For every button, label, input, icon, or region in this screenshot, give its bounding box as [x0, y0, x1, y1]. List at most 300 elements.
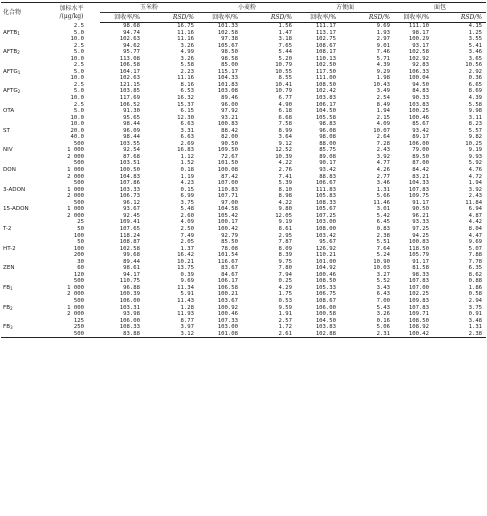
rsd-cell: 3.48: [468, 317, 483, 324]
matrix-header-bread: 面包: [394, 3, 486, 13]
recovery-cell: 85.67: [412, 121, 430, 128]
recovery-cell: 98.08: [319, 134, 337, 141]
spike-level-cell: 30: [77, 258, 84, 265]
rsd-cell: 7.46: [376, 49, 391, 56]
recovery-cell: 96.21: [412, 212, 430, 219]
recovery-cell: 98.50: [221, 49, 239, 56]
recovery-cell: 93.98: [123, 311, 140, 318]
rsd-cell: 1.52: [180, 160, 195, 167]
rsd-cell: 4.22: [278, 199, 293, 206]
spike-level-cell: 500: [73, 278, 84, 285]
matrix-header-wheat-flour: 小麦粉: [198, 3, 296, 13]
rsd-cell: 10.21: [177, 258, 195, 265]
rsd-cell: 4.09: [180, 219, 195, 226]
rsd-cell: 3.64: [278, 134, 293, 141]
recovery-cell: 91.17: [412, 258, 430, 265]
rsd-cell: 13.75: [177, 265, 195, 272]
rsd-cell: 3.46: [376, 180, 391, 187]
recovery-cell: 104.50: [315, 317, 337, 324]
recovery-cell: 91.17: [412, 199, 430, 206]
rsd-cell: 5.51: [376, 239, 391, 246]
analyte-subscript: 2: [10, 305, 13, 311]
rsd-cell: 0.83: [376, 225, 391, 232]
spike-level-cell: 5.0: [73, 108, 84, 115]
spike-level-cell: 10.0: [70, 114, 84, 121]
recovery-cell: 92.45: [123, 212, 140, 219]
rsd-cell: 5.20: [278, 55, 293, 62]
recovery-cell: 100.83: [217, 121, 239, 128]
recovery-cell: 101.08: [198, 331, 250, 338]
rsd-cell: 2.57: [278, 317, 293, 324]
rsd-cell: 8.61: [278, 225, 293, 232]
spike-level-label: 加标水平: [59, 4, 84, 12]
rsd-cell: 3.26: [180, 42, 195, 49]
spike-level-cell: 250: [73, 324, 84, 331]
rsd-cell: 16.75: [177, 23, 195, 29]
matrix-header-corn-flour: 玉米粉: [100, 3, 198, 13]
recovery-cell: 108.50: [408, 317, 430, 324]
analyte-name: FB: [3, 284, 11, 291]
rsd-cell: 1.86: [468, 284, 483, 291]
rsd-cell: 2.64: [376, 134, 391, 141]
recovery-cell: 95.67: [319, 239, 337, 246]
recovery-cell: 106.00: [119, 297, 140, 304]
rsd-cell: 11.43: [177, 297, 195, 304]
rsd-cell: 4.72: [468, 173, 483, 180]
rsd-cell: 2.77: [376, 173, 391, 180]
recovery-cell: 107.00: [217, 180, 239, 187]
recovery-cell: 98.61: [123, 265, 140, 272]
rsd-cell: 16.83: [177, 147, 195, 154]
spike-level-cell: 10.0: [70, 95, 84, 102]
recovery-cell: 103.00: [217, 324, 239, 331]
rsd-cell: 6.68: [278, 114, 293, 121]
spike-level-cell: 50: [77, 239, 84, 246]
spike-level-cell: 2.5: [73, 62, 84, 69]
spike-level-cell: 500: [73, 160, 84, 167]
recovery-cell: 103.85: [119, 88, 140, 95]
recovery-cell: 89.17: [412, 134, 430, 141]
recovery-cell: 96.88: [123, 284, 140, 291]
rsd-cell: 5.41: [468, 42, 483, 49]
recovery-cell: 103.33: [119, 186, 140, 193]
recovery-cell: 102.25: [408, 291, 430, 298]
rsd-cell: 5.57: [468, 127, 483, 134]
rsd-cell: 0.25: [278, 278, 293, 285]
recovery-cell: 101.54: [217, 252, 239, 259]
spike-level-cell: 2 000: [67, 173, 84, 180]
recovery-cell: 85.75: [319, 147, 337, 154]
recovery-cell: 108.33: [315, 199, 337, 206]
recovery-cell: 96.12: [123, 199, 140, 206]
rsd-cell: 8.55: [278, 75, 293, 82]
recovery-cell: 87.00: [412, 160, 430, 167]
recovery-table: [1, 2, 486, 338]
spike-level-cell: 5.0: [73, 49, 84, 56]
recovery-cell: 116.67: [217, 258, 239, 265]
recovery-cell: 93.42: [319, 167, 337, 174]
rsd-cell: 9.19: [468, 147, 483, 154]
rsd-cell: 2.15: [376, 114, 391, 121]
recovery-cell: 103.83: [315, 324, 337, 331]
rsd-cell: 5.66: [376, 193, 391, 200]
recovery-cell: 97.00: [221, 199, 239, 206]
recovery-cell: 101.33: [217, 23, 239, 29]
spike-level-cell: 20.0: [70, 127, 84, 134]
rsd-cell: 5.24: [376, 252, 391, 259]
rsd-cell: 9.93: [468, 153, 483, 160]
rsd-cell: 10.43: [373, 81, 391, 88]
rsd-cell: 4.99: [180, 49, 195, 56]
rsd-cell: 16.42: [177, 252, 195, 259]
recovery-cell: 83.88: [100, 331, 152, 338]
recovery-cell: 93.42: [412, 127, 430, 134]
rsd-cell: 4.90: [278, 101, 293, 108]
recovery-cell: 104.92: [315, 265, 337, 272]
rsd-cell: 5.48: [180, 206, 195, 213]
rsd-cell: 3.31: [180, 127, 195, 134]
recovery-cell: 90.50: [221, 140, 239, 147]
rsd-cell: 1.19: [180, 173, 195, 180]
rsd-cell: 7.94: [278, 271, 293, 278]
recovery-cell: 100.83: [408, 239, 430, 246]
recovery-cell: 83.21: [412, 173, 430, 180]
recovery-cell: 118.24: [119, 232, 140, 239]
analyte-subscript: 1: [10, 285, 13, 291]
recovery-cell: 107.33: [217, 317, 239, 324]
analyte-name: ST: [3, 127, 10, 134]
rsd-cell: 2.92: [468, 68, 483, 75]
recovery-cell: 102.92: [408, 55, 430, 62]
rsd-cell: 1.75: [278, 291, 293, 298]
rsd-cell: 2.94: [468, 297, 483, 304]
recovery-cell: 103.83: [408, 101, 430, 108]
rsd-cell: 6.35: [468, 265, 483, 272]
recovery-cell: 97.25: [412, 225, 430, 232]
recovery-cell: 108.67: [315, 297, 337, 304]
recovery-cell: 111.83: [315, 186, 337, 193]
rsd-cell: 6.77: [278, 95, 293, 102]
rsd-cell: 5.58: [180, 62, 195, 69]
recovery-cell: 117.50: [315, 68, 337, 75]
rsd-cell: 11.34: [177, 284, 195, 291]
rsd-cell: 2.43: [376, 147, 391, 154]
recovery-cell: 106.00: [119, 317, 140, 324]
recovery-cell: 98.33: [412, 271, 430, 278]
rsd-cell: 2.05: [180, 239, 195, 246]
recovery-cell: 100.21: [217, 291, 239, 298]
recovery-cell: 100.17: [217, 219, 239, 226]
spike-level-header: [43, 3, 100, 23]
recovery-cell: 106.33: [408, 68, 430, 75]
spike-level-cell: 5.0: [73, 29, 84, 36]
spike-level-cell: 500: [73, 140, 84, 147]
recovery-cell: 106.73: [119, 193, 140, 200]
rsd-cell: 1.12: [180, 153, 195, 160]
recovery-cell: 84.83: [412, 88, 430, 95]
recovery-cell: 95.77: [123, 49, 140, 56]
recovery-cell: 100.58: [315, 311, 337, 318]
recovery-cell: 78.08: [221, 245, 239, 252]
rsd-cell: 7.65: [278, 42, 293, 49]
rsd-cell: 3.75: [180, 199, 195, 206]
rsd-cell: 9.69: [180, 278, 195, 285]
rsd-cell: 7.58: [278, 121, 293, 128]
recovery-cell: 98.68: [123, 23, 140, 29]
recovery-cell: 94.50: [412, 81, 430, 88]
recovery-cell: 103.83: [315, 95, 337, 102]
analyte-name: T-2: [3, 225, 12, 232]
rsd-cell: 0.53: [278, 297, 293, 304]
rsd-cell: 5.43: [376, 304, 391, 311]
rsd-cell: 10.90: [373, 258, 391, 265]
recovery-cell: 106.58: [217, 284, 239, 291]
recovery-cell: 108.67: [315, 42, 337, 49]
rsd-cell: 5.91: [180, 291, 195, 298]
rsd-cell: 4.87: [468, 212, 483, 219]
rsd-cell: 8.98: [278, 193, 293, 200]
recovery-cell: 94.25: [412, 232, 430, 239]
recovery-cell: 113.08: [119, 55, 140, 62]
analyte-name: AFTB: [3, 49, 18, 56]
recovery-cell: 83.67: [221, 265, 239, 272]
recovery-cell: 82.00: [221, 134, 239, 141]
recovery-cell: 108.87: [119, 239, 140, 246]
rsd-cell: 3.26: [376, 311, 391, 318]
recovery-cell: 107.65: [119, 225, 140, 232]
recovery-cell: 105.33: [315, 284, 337, 291]
recovery-cell: 96.08: [319, 127, 337, 134]
recovery-cell: 106.00: [408, 140, 430, 147]
rsd-header: RSD/%: [348, 13, 394, 23]
recovery-cell: 91.30: [123, 108, 140, 115]
rsd-cell: 6.63: [180, 121, 195, 128]
recovery-cell: 104.33: [408, 180, 430, 187]
spike-level-cell: 1 000: [67, 284, 84, 291]
recovery-cell: 98.83: [319, 121, 337, 128]
rsd-cell: 9.12: [278, 140, 293, 147]
recovery-cell: 100.29: [408, 36, 430, 43]
recovery-cell: 93.17: [412, 42, 430, 49]
rsd-cell: 5.39: [278, 180, 293, 187]
rsd-cell: 7.87: [278, 239, 293, 246]
recovery-table-container: [1, 2, 486, 338]
recovery-cell: 102.50: [315, 62, 337, 69]
recovery-cell: 92.79: [221, 232, 239, 239]
recovery-cell: 72.67: [221, 153, 239, 160]
spike-level-cell: 500: [73, 199, 84, 206]
rsd-cell: 2.31: [348, 331, 394, 338]
rsd-cell: 2.69: [180, 140, 195, 147]
analyte-name: HT-2: [3, 245, 16, 252]
rsd-cell: 7.80: [278, 265, 293, 272]
recovery-cell: 111.17: [315, 23, 337, 29]
recovery-cell: 117.69: [119, 95, 140, 102]
rsd-cell: 8.62: [468, 271, 483, 278]
rsd-cell: 8.04: [468, 225, 483, 232]
rsd-cell: 2.43: [468, 193, 483, 200]
rsd-cell: 5.92: [468, 160, 483, 167]
rsd-cell: 4.47: [468, 232, 483, 239]
rsd-cell: 12.05: [275, 212, 293, 219]
rsd-cell: 11.84: [465, 199, 483, 206]
spike-level-cell: 500: [73, 297, 84, 304]
recovery-cell: 93.21: [221, 114, 239, 121]
recovery-cell: 109.71: [408, 311, 430, 318]
rsd-cell: 7.00: [376, 297, 391, 304]
recovery-cell: 103.51: [119, 160, 140, 167]
recovery-cell: 96.00: [221, 101, 239, 108]
recovery-cell: 108.33: [119, 324, 140, 331]
rsd-cell: 1.91: [278, 311, 293, 318]
rsd-cell: 7.64: [376, 245, 391, 252]
analyte-name: FB: [3, 304, 11, 311]
rsd-cell: 3.01: [376, 206, 391, 213]
rsd-cell: 4.23: [180, 180, 195, 187]
rsd-cell: 4.26: [376, 167, 391, 174]
rsd-cell: 5.42: [376, 212, 391, 219]
rsd-cell: 3.97: [180, 324, 195, 331]
rsd-cell: 3.92: [468, 186, 483, 193]
rsd-cell: 4.09: [376, 121, 391, 128]
recovery-cell: 100.39: [119, 291, 140, 298]
recovery-cell: 107.86: [119, 180, 140, 187]
rsd-cell: 6.45: [376, 219, 391, 226]
rsd-cell: 7.41: [278, 173, 293, 180]
recovery-cell: 90.33: [412, 95, 430, 102]
recovery-cell: 105.67: [217, 42, 239, 49]
recovery-cell: 100.08: [217, 167, 239, 174]
analyte-name: 3-ADON: [3, 186, 26, 193]
rsd-cell: 9.29: [376, 68, 391, 75]
recovery-cell: 102.42: [315, 88, 337, 95]
rsd-cell: 11.16: [177, 29, 195, 36]
rsd-cell: 10.07: [373, 127, 391, 134]
spike-level-cell: 2.5: [73, 101, 84, 108]
rsd-cell: 7.49: [180, 232, 195, 239]
recovery-cell: 109.41: [119, 219, 140, 226]
recovery-cell: 103.55: [119, 140, 140, 147]
rsd-cell: 8.09: [278, 245, 293, 252]
recovery-cell: 109.50: [217, 147, 239, 154]
recovery-cell: 87.68: [123, 153, 140, 160]
rsd-cell: 4.39: [468, 95, 483, 102]
rsd-cell: 7.88: [468, 252, 483, 259]
rsd-header: RSD/%: [250, 13, 296, 23]
rsd-cell: 8.16: [180, 81, 195, 88]
spike-level-cell: 1 000: [67, 147, 84, 154]
rsd-cell: 5.06: [376, 324, 391, 331]
recovery-cell: 107.83: [408, 304, 430, 311]
recovery-cell: 81.58: [412, 265, 430, 272]
rsd-cell: 10.56: [465, 62, 483, 69]
rsd-cell: 1.93: [376, 29, 391, 36]
rsd-cell: 9.82: [468, 134, 483, 141]
analyte-subscript: 2: [17, 89, 21, 95]
rsd-cell: 1.37: [180, 245, 195, 252]
recovery-header: 回收率/%: [198, 13, 250, 23]
analyte-name: AFTG: [3, 68, 18, 75]
recovery-cell: 106.52: [119, 101, 140, 108]
recovery-cell: 104.17: [119, 68, 140, 75]
rsd-cell: 8.10: [278, 186, 293, 193]
analyte-name: FB: [3, 324, 11, 331]
recovery-cell: 100.46: [315, 271, 337, 278]
rsd-cell: 5.07: [468, 245, 483, 252]
recovery-cell: 106.17: [217, 278, 239, 285]
rsd-cell: 0.91: [468, 311, 483, 318]
spike-level-cell: 2 000: [67, 193, 84, 200]
rsd-cell: 9.98: [468, 108, 483, 115]
rsd-cell: 5.71: [376, 55, 391, 62]
rsd-cell: 2.95: [278, 232, 293, 239]
recovery-cell: 90.50: [412, 206, 430, 213]
recovery-cell: 102.63: [119, 36, 140, 43]
analyte-subscript: 2: [17, 50, 20, 56]
recovery-cell: 108.50: [315, 278, 337, 285]
recovery-cell: 89.50: [412, 153, 430, 160]
rsd-header: RSD/%: [441, 13, 486, 23]
rsd-cell: 3.55: [468, 36, 483, 43]
analyte-name: AFTG: [3, 88, 18, 95]
rsd-cell: 2.23: [180, 68, 195, 75]
recovery-cell: 88.83: [319, 173, 337, 180]
analyte-name: ZEN: [3, 265, 15, 272]
spike-level-cell: 2 000: [67, 153, 84, 160]
rsd-cell: 8.77: [180, 317, 195, 324]
recovery-cell: 100.46: [217, 311, 239, 318]
spike-level-cell: 500: [43, 331, 100, 338]
rsd-cell: 15.37: [177, 101, 195, 108]
rsd-cell: 9.69: [376, 23, 391, 29]
recovery-cell: 100.50: [119, 167, 140, 174]
recovery-cell: 99.68: [123, 252, 140, 259]
recovery-cell: 85.00: [221, 62, 239, 69]
recovery-cell: 109.75: [408, 193, 430, 200]
rsd-cell: 9.19: [278, 219, 293, 226]
rsd-cell: 1.47: [278, 29, 293, 36]
rsd-cell: 2.60: [180, 212, 195, 219]
rsd-cell: 3.49: [376, 88, 391, 95]
analyte-header: 化合物: [1, 3, 43, 23]
rsd-cell: 10.39: [275, 153, 293, 160]
table-row: [1, 23, 486, 30]
recovery-cell: 111.10: [408, 23, 430, 29]
recovery-header: 回收率/%: [100, 13, 152, 23]
rsd-cell: 8.69: [468, 88, 483, 95]
analyte-name: DON: [3, 167, 16, 174]
rsd-cell: 2.38: [441, 331, 486, 338]
rsd-cell: 12.30: [177, 114, 195, 121]
rsd-cell: 4.22: [278, 160, 293, 167]
recovery-cell: 93.33: [412, 219, 430, 226]
spike-level-cell: 60: [77, 265, 84, 272]
recovery-cell: 98.58: [221, 55, 239, 62]
recovery-cell: 102.75: [315, 36, 337, 43]
matrix-header-instant-noodles: 方便面: [296, 3, 394, 13]
rsd-cell: 0.39: [180, 271, 195, 278]
rsd-cell: 4.29: [278, 284, 293, 291]
rsd-cell: 0.16: [376, 317, 391, 324]
rsd-cell: 1.28: [180, 304, 195, 311]
recovery-cell: 108.17: [315, 49, 337, 56]
recovery-cell: 105.42: [217, 212, 239, 219]
spike-level-cell: 2.5: [73, 42, 84, 49]
analyte-subscript: 3: [10, 325, 13, 331]
spike-level-cell: 50: [77, 225, 84, 232]
recovery-cell: 107.25: [315, 212, 337, 219]
spike-level-cell: 200: [73, 252, 84, 259]
